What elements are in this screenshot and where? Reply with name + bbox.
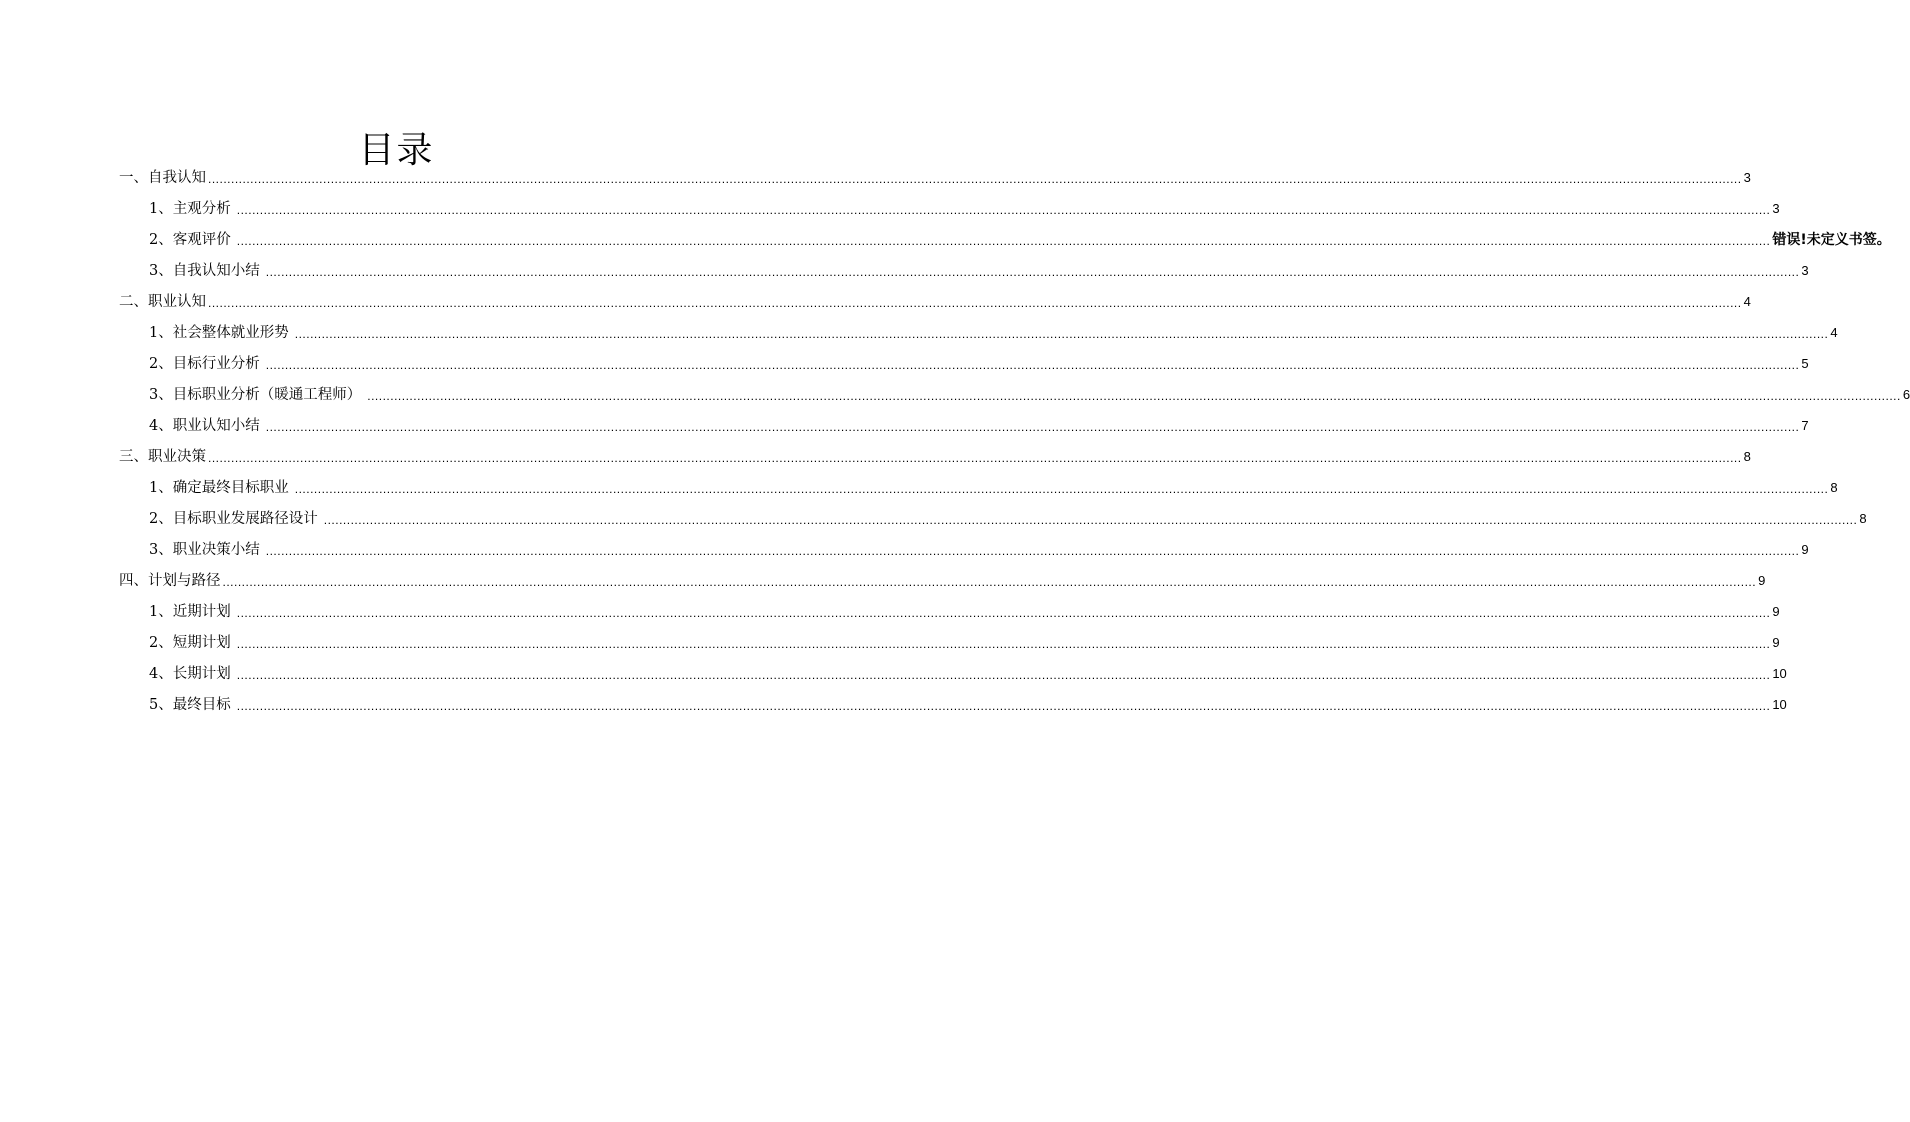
toc-entry[interactable] (149, 319, 1838, 343)
toc-entry[interactable] (149, 536, 1809, 560)
toc-entry-label: 3、自我认知小结 (149, 263, 260, 279)
toc-entry-label: 1、社会整体就业形势 (149, 325, 289, 341)
toc-entry[interactable] (149, 412, 1809, 436)
toc-entry-page-number: 4 (1830, 325, 1838, 340)
toc-entry-page-number: 7 (1801, 418, 1809, 433)
dot-leader: ................................................................................................................................................................................................................................................................................................................................................................................................................ (265, 358, 1800, 372)
toc-entry-page-number: 8 (1859, 511, 1867, 526)
toc-entry-page-number: 10 (1772, 697, 1787, 712)
dot-leader: ................................................................................................................................................................................................................................................................................................................................................................................................................ (236, 203, 1771, 217)
toc-entry[interactable] (149, 505, 1867, 529)
toc-entry-page-number: 10 (1772, 666, 1787, 681)
toc-entry[interactable] (149, 629, 1780, 653)
toc-entry[interactable] (119, 288, 1751, 312)
dot-leader: ................................................................................................................................................................................................................................................................................................................................................................................................................ (208, 451, 1742, 465)
toc-entry-label: 3、职业决策小结 (149, 542, 260, 558)
toc-entry-page-number: 4 (1743, 294, 1751, 309)
toc-entry[interactable] (149, 350, 1809, 374)
dot-leader: ................................................................................................................................................................................................................................................................................................................................................................................................................ (208, 172, 1742, 186)
toc-entry-label: 1、近期计划 (149, 604, 231, 620)
dot-leader: ................................................................................................................................................................................................................................................................................................................................................................................................................ (236, 699, 1771, 713)
toc-entry-label: 5、最终目标 (149, 697, 231, 713)
dot-leader: ................................................................................................................................................................................................................................................................................................................................................................................................................ (222, 575, 1757, 589)
dot-leader: ................................................................................................................................................................................................................................................................................................................................................................................................................ (265, 265, 1800, 279)
toc-entry-label: 4、长期计划 (149, 666, 231, 682)
toc-entry-page-number: 3 (1801, 263, 1809, 278)
toc-entry-label: 一、自我认知 (119, 170, 206, 186)
toc-entry-label: 三、职业决策 (119, 449, 206, 465)
toc-entry-page-number: 9 (1772, 604, 1780, 619)
toc-entry[interactable] (149, 257, 1809, 281)
toc-entry[interactable] (149, 195, 1780, 219)
toc-entry-page-number: 8 (1743, 449, 1751, 464)
toc-entry-label: 3、目标职业分析（暖通工程师） (149, 387, 362, 403)
toc-entry-page-number: 3 (1743, 170, 1751, 185)
toc-entry[interactable] (149, 598, 1780, 622)
toc-entry[interactable] (119, 443, 1751, 467)
toc-entry-page-number: 8 (1830, 480, 1838, 495)
toc-entry-page-number: 9 (1772, 635, 1780, 650)
toc-entry-label: 2、短期计划 (149, 635, 231, 651)
toc-title: 目录 (358, 130, 435, 172)
toc-entry[interactable] (149, 660, 1787, 684)
toc-entry-label: 2、目标职业发展路径设计 (149, 511, 318, 527)
toc-entry-page-number: 5 (1801, 356, 1809, 371)
dot-leader: ................................................................................................................................................................................................................................................................................................................................................................................................................ (294, 327, 1829, 341)
toc-entry-label: 1、主观分析 (149, 201, 231, 217)
toc-entry-page-number: 9 (1801, 542, 1809, 557)
dot-leader: ................................................................................................................................................................................................................................................................................................................................................................................................................ (323, 513, 1858, 527)
toc-entry[interactable] (119, 164, 1751, 188)
dot-leader: ................................................................................................................................................................................................................................................................................................................................................................................................................ (236, 234, 1771, 248)
toc-entry-page-number: 9 (1758, 573, 1766, 588)
toc-entry[interactable] (149, 226, 1891, 250)
dot-leader: ................................................................................................................................................................................................................................................................................................................................................................................................................ (294, 482, 1829, 496)
dot-leader: ................................................................................................................................................................................................................................................................................................................................................................................................................ (265, 544, 1800, 558)
dot-leader: ................................................................................................................................................................................................................................................................................................................................................................................................................ (367, 389, 1901, 403)
dot-leader: ................................................................................................................................................................................................................................................................................................................................................................................................................ (236, 637, 1771, 651)
toc-entry-error: 错误!未定义书签。 (1772, 232, 1891, 248)
toc-entry[interactable] (149, 381, 1910, 405)
toc-entry[interactable] (149, 691, 1787, 715)
toc-entry-label: 2、客观评价 (149, 232, 231, 248)
toc-entry-label: 二、职业认知 (119, 294, 206, 310)
toc-entry-page-number: 6 (1902, 387, 1910, 402)
toc-entry-label: 1、确定最终目标职业 (149, 480, 289, 496)
dot-leader: ................................................................................................................................................................................................................................................................................................................................................................................................................ (208, 296, 1742, 310)
toc-entry-label: 4、职业认知小结 (149, 418, 260, 434)
toc-entry[interactable] (149, 474, 1838, 498)
dot-leader: ................................................................................................................................................................................................................................................................................................................................................................................................................ (236, 668, 1771, 682)
dot-leader: ................................................................................................................................................................................................................................................................................................................................................................................................................ (236, 606, 1771, 620)
toc-entry-label: 四、计划与路径 (119, 573, 221, 589)
toc-entry[interactable] (119, 567, 1766, 591)
toc-entry-label: 2、目标行业分析 (149, 356, 260, 372)
toc-entry-page-number: 3 (1772, 201, 1780, 216)
dot-leader: ................................................................................................................................................................................................................................................................................................................................................................................................................ (265, 420, 1800, 434)
